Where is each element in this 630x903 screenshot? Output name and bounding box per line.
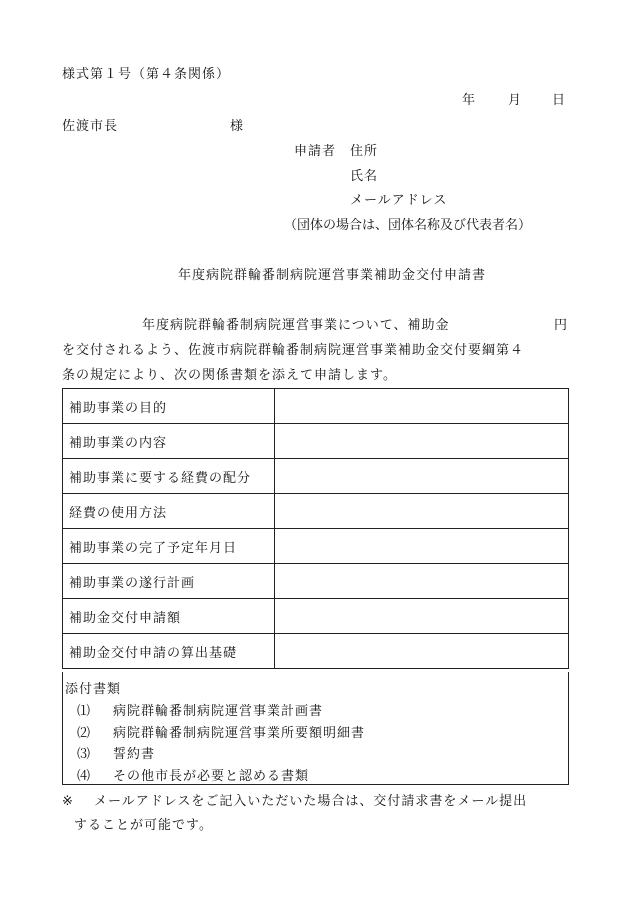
table-row: [63, 494, 569, 529]
row-value[interactable]: [275, 564, 569, 599]
body-line-1b: 円: [554, 318, 569, 333]
row-label: 補助金交付申請額: [63, 599, 275, 634]
date-month-label: 月: [508, 93, 522, 108]
row-value[interactable]: [275, 424, 569, 459]
applicant-label: 申請者: [294, 144, 337, 159]
list-item: [77, 765, 309, 784]
row-value[interactable]: [275, 389, 569, 424]
row-label: 補助事業の完了予定年月日: [63, 529, 275, 564]
row-value[interactable]: [275, 494, 569, 529]
body-line-1a: 年度病院群輪番制病院運営事業について、補助金: [142, 318, 450, 333]
applicant-email-label: メールアドレス: [350, 193, 448, 208]
form-number: 様式第１号（第４条関係）: [62, 67, 231, 82]
list-item-text: 病院群輪番制病院運営事業計画書: [113, 704, 324, 719]
row-label: 補助金交付申請の算出基礎: [63, 634, 275, 669]
list-item: [77, 722, 365, 741]
list-item: [77, 700, 323, 719]
table-row: [63, 529, 569, 564]
list-item-number: ⑴: [77, 704, 92, 719]
table-row: [63, 424, 569, 459]
list-item-text: 病院群輪番制病院運営事業所要額明細書: [113, 726, 366, 741]
list-item-text: 誓約書: [113, 747, 156, 762]
row-label: 補助事業の遂行計画: [63, 564, 275, 599]
date-day-label: 日: [552, 93, 566, 108]
row-value[interactable]: [275, 634, 569, 669]
list-item-number: ⑶: [77, 747, 92, 762]
document-title: 年度病院群輪番制病院運営事業補助金交付申請書: [178, 268, 487, 283]
footnote-mark: ※: [62, 794, 73, 809]
applicant-note: （団体の場合は、団体名称及び代表者名）: [284, 218, 532, 233]
body-line-2: を交付されるよう、佐渡市病院群輪番制病院運営事業補助金交付要綱第４: [62, 343, 525, 358]
row-value[interactable]: [275, 459, 569, 494]
table-row: [63, 634, 569, 669]
date-year-label: 年: [462, 93, 476, 108]
row-value[interactable]: [275, 599, 569, 634]
addressee-title: 佐渡市長: [62, 119, 119, 134]
list-item-number: ⑷: [77, 769, 92, 784]
footnote-line-1: メールアドレスをご記入いただいた場合は、交付請求書をメール提出: [94, 794, 528, 809]
table-row: [63, 564, 569, 599]
row-label: 経費の使用方法: [63, 494, 275, 529]
table-row: [63, 389, 569, 424]
list-item-number: ⑵: [77, 726, 92, 741]
row-label: 補助事業の目的: [63, 389, 275, 424]
body-line-3: 条の規定により、次の関係書類を添えて申請します。: [62, 368, 397, 383]
list-item-text: その他市長が必要と認める書類: [113, 769, 310, 784]
addressee-honorific: 様: [230, 119, 244, 134]
row-label: 補助事業に要する経費の配分: [63, 459, 275, 494]
application-items-table: [62, 388, 569, 669]
list-item: [77, 743, 155, 762]
attachments-heading: 添付書類: [65, 682, 122, 697]
attachments-box: [62, 672, 569, 785]
applicant-name-label: 氏名: [350, 169, 379, 184]
table-row: [63, 459, 569, 494]
applicant-address-label: 住所: [350, 144, 379, 159]
table-row: [63, 599, 569, 634]
footnote-line-2: することが可能です。: [74, 818, 213, 833]
row-value[interactable]: [275, 529, 569, 564]
row-label: 補助事業の内容: [63, 424, 275, 459]
